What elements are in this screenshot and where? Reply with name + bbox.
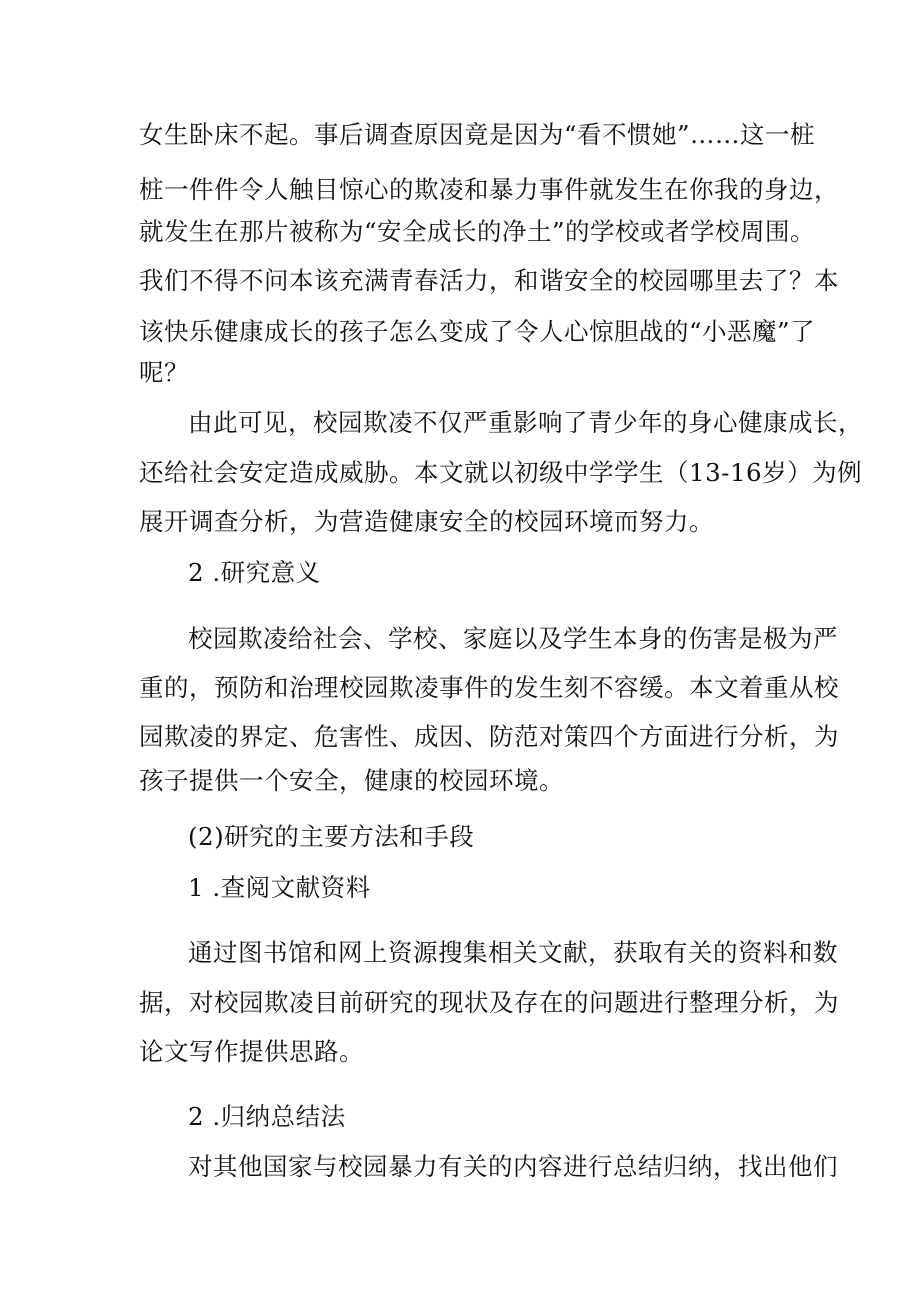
paragraph-line: 对其他国家与校园暴力有关的内容进行总结归纳，找出他们 bbox=[188, 1152, 838, 1181]
paragraph-line: 呢？ bbox=[139, 358, 189, 387]
paragraph-line: 由此可见，校园欺凌不仅严重影响了青少年的身心健康成长， bbox=[188, 408, 863, 437]
section-heading: 2 .归纳总结法 bbox=[188, 1102, 346, 1131]
paragraph-line: 校园欺凌给社会、学校、家庭以及学生本身的伤害是极为严 bbox=[188, 624, 838, 653]
paragraph-line: 我们不得不问本该充满青春活力，和谐安全的校园哪里去了？本 bbox=[139, 266, 839, 295]
paragraph-line: 重的，预防和治理校园欺凌事件的发生刻不容缓。本文着重从校 bbox=[139, 673, 839, 702]
paragraph-line: 园欺凌的界定、危害性、成因、防范对策四个方面进行分析，为 bbox=[139, 722, 839, 751]
section-heading: 2 .研究意义 bbox=[188, 558, 321, 587]
paragraph-line: 该快乐健康成长的孩子怎么变成了令人心惊胆战的“小恶魔”了 bbox=[139, 317, 816, 346]
paragraph-line: 女生卧床不起。事后调查原因竟是因为“看不惯她”……这一桩 bbox=[139, 120, 816, 149]
paragraph-line: 就发生在那片被称为“安全成长的净土”的学校或者学校周围。 bbox=[139, 217, 816, 246]
paragraph-line: 孩子提供一个安全，健康的校园环境。 bbox=[139, 766, 564, 795]
paragraph-line: 通过图书馆和网上资源搜集相关文献，获取有关的资料和数 bbox=[188, 938, 838, 967]
paragraph-line: 还给社会安定造成威胁。本文就以初级中学学生（13-16岁）为例 bbox=[139, 458, 863, 487]
paragraph-line: 展开调查分析，为营造健康安全的校园环境而努力。 bbox=[139, 507, 714, 536]
section-heading: (2)研究的主要方法和手段 bbox=[188, 822, 475, 851]
paragraph-line: 桩一件件令人触目惊心的欺凌和暴力事件就发生在你我的身边， bbox=[139, 175, 839, 204]
paragraph-line: 据，对校园欺凌目前研究的现状及存在的问题进行整理分析，为 bbox=[139, 988, 839, 1017]
paragraph-line: 论文写作提供思路。 bbox=[139, 1037, 364, 1066]
section-heading: 1 .查阅文献资料 bbox=[188, 873, 371, 902]
